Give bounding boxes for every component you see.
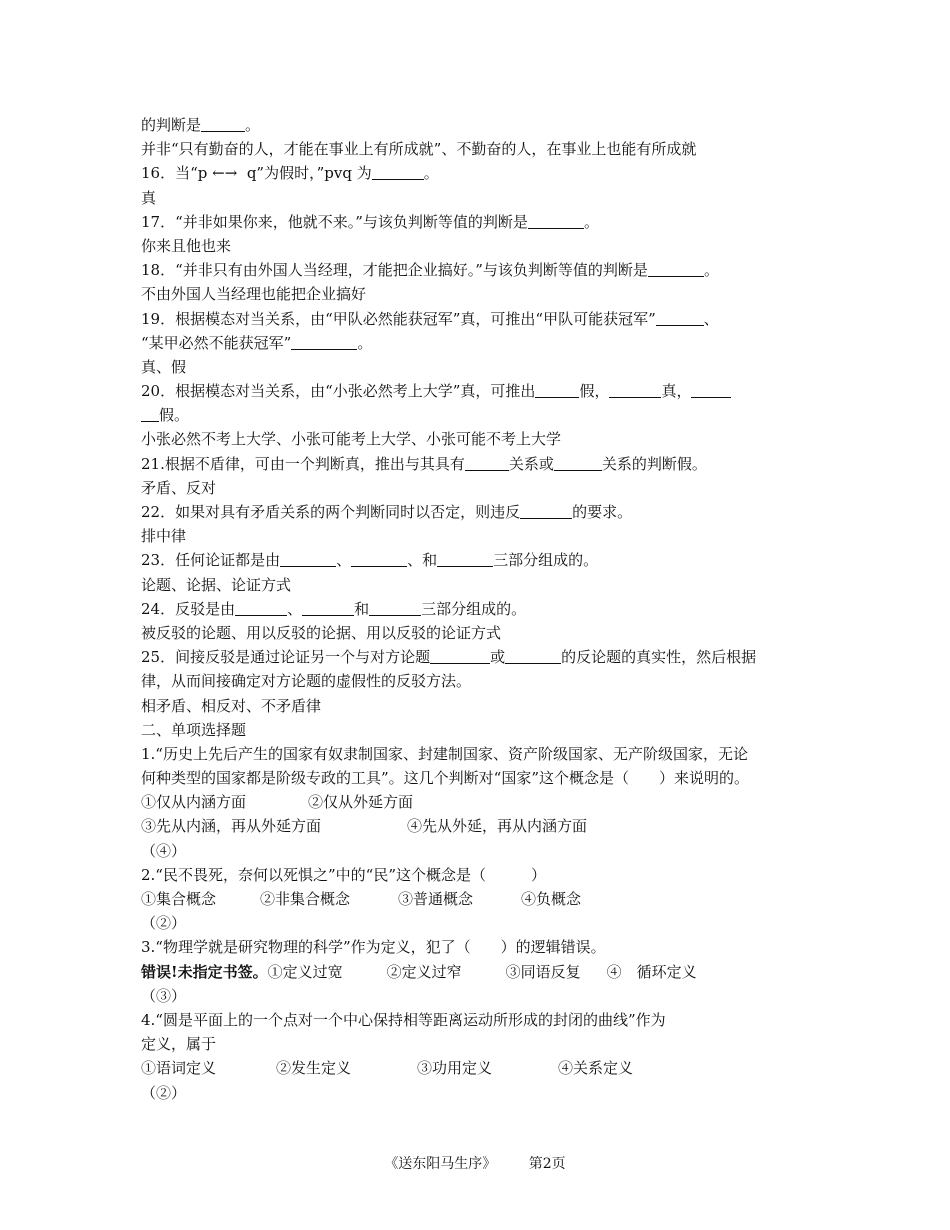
question-18	[141, 258, 821, 282]
option-text: ③同语反复	[505, 962, 581, 981]
option-text: ②仅从外延方面	[308, 793, 414, 812]
line-text: 22．如果对具有矛盾关系的两个判断同时以否定，则违反	[141, 503, 521, 521]
line-text: 。	[583, 212, 599, 231]
line-text: 20．根据模态对当关系，由“小张必然考上大学”真，可推出	[141, 382, 536, 401]
question-16	[141, 161, 821, 185]
option-text: ③普通概念	[398, 890, 474, 908]
question-22	[141, 500, 821, 524]
line-text: 23．任何论证都是由	[141, 551, 281, 570]
answer-blank	[302, 599, 354, 616]
line-text: 关系的判断假。	[601, 454, 707, 473]
line-text: 25．间接反驳是通过论证另一个与对方论题	[141, 648, 431, 667]
question-23	[141, 548, 821, 572]
line-text: 的反论题的真实性，然后根据	[561, 648, 757, 667]
answer-blank	[201, 115, 245, 132]
answer-line: 真	[141, 188, 157, 207]
answer-blank	[554, 454, 602, 471]
option-text: ③功用定义	[417, 1059, 493, 1078]
line-text: 。	[357, 333, 373, 352]
answer-blank	[528, 212, 584, 229]
line-text: 、	[703, 309, 719, 328]
line-text: 17．“并非如果你来，他就不来。”与该负判断等值的判断是	[141, 212, 528, 231]
mc-answer: （③）	[141, 986, 187, 1005]
option-text: ③先从内涵，再从外延方面	[141, 817, 322, 836]
mc-answer: （②）	[141, 1083, 187, 1102]
answer-line: 被反驳的论题、用以反驳的论据、用以反驳的论证方式	[141, 623, 502, 642]
option-text: ②发生定义	[276, 1059, 352, 1078]
line-text: “某甲必然不能获冠军”	[141, 333, 292, 352]
answer-blank	[648, 260, 704, 277]
line-text: 、	[287, 599, 303, 618]
option-text: ①仅从内涵方面	[141, 793, 247, 812]
text-line	[141, 113, 821, 137]
answer-blank	[520, 502, 572, 519]
answer-blank	[351, 550, 407, 567]
option-text: ①集合概念	[141, 890, 217, 908]
answer-blank	[535, 381, 579, 398]
line-text: 16．当“p	[141, 164, 208, 183]
line-text: 。	[423, 164, 439, 183]
answer-blank	[437, 550, 493, 567]
answer-line: 论题、论据、论证方式	[141, 575, 292, 594]
question-21	[141, 452, 821, 476]
option-text: ④负概念	[521, 890, 582, 908]
line-text: 或	[490, 648, 506, 667]
question-17	[141, 210, 821, 234]
answer-blank	[372, 163, 424, 180]
answer-line: 你来且他也来	[141, 236, 232, 255]
line-text: 的要求。	[572, 503, 633, 521]
mc-options	[141, 790, 821, 814]
mc-question-1-cont: 何种类型的国家都是阶级专政的工具”。这几个判断对“国家”这个概念是（ ）来说明的。	[141, 769, 750, 788]
question-24	[141, 597, 821, 621]
line-text: 18．“并非只有由外国人当经理，才能把企业搞好。”与该负判断等值的判断是	[141, 261, 648, 280]
answer-blank	[505, 647, 561, 664]
line-text: q”为假时，”pvq 为	[246, 164, 372, 183]
line-text: 、和	[407, 551, 438, 570]
footer-title: 《送东阳马生序》	[384, 1156, 497, 1172]
option-text: ②非集合概念	[260, 890, 351, 908]
answer-line: 小张必然不考上大学、小张可能考上大学、小张可能不考上大学	[141, 430, 562, 449]
question-25	[141, 645, 821, 669]
answer-line: 不由外国人当经理也能把企业搞好	[141, 285, 367, 304]
line-text: 。	[245, 116, 261, 134]
question-19	[141, 307, 821, 331]
answer-line: 真、假	[141, 357, 187, 376]
answer-blank	[430, 647, 490, 664]
line-text: 19．根据模态对当关系，由“甲队必然能获冠军”真，可推出“甲队可能获冠军”	[141, 309, 656, 328]
answer-blank	[691, 381, 731, 398]
mc-question-2: 2.“民不畏死，奈何以死惧之”中的“民”这个概念是（ ）	[141, 865, 546, 884]
option-text: ④先从外延，再从内涵方面	[407, 817, 588, 836]
page-footer	[0, 1153, 950, 1173]
answer-blank	[291, 333, 357, 350]
line-text: 的判断是	[141, 116, 202, 134]
option-text: ②定义过窄	[386, 962, 462, 981]
line-text: 三部分组成的。	[421, 599, 527, 618]
answer-blank	[280, 550, 336, 567]
answer-line: 相矛盾、相反对、不矛盾律	[141, 696, 322, 715]
line-text: 24．反驳是由	[141, 599, 236, 618]
mc-options	[141, 887, 821, 911]
answer-line: 矛盾、反对	[141, 478, 217, 497]
answer-blank	[369, 599, 421, 616]
mc-question-4: 4.“圆是平面上的一个点对一个中心保持相等距离运动所形成的封闭的曲线”作为	[141, 1010, 666, 1029]
page-number: 第2页	[528, 1156, 566, 1172]
answer-blank	[465, 454, 509, 471]
answer-line: 排中律	[141, 527, 187, 546]
mc-options	[141, 1056, 821, 1080]
document-body	[141, 113, 821, 1105]
mc-options	[141, 814, 821, 838]
question-20	[141, 379, 821, 403]
option-text: ④关系定义	[558, 1059, 634, 1078]
option-text: ④ 循环定义	[606, 962, 697, 981]
mc-answer: （②）	[141, 914, 187, 933]
answer-blank	[141, 405, 159, 422]
question-20-cont	[141, 403, 821, 427]
question-25-cont: 律，从而间接确定对方论题的虚假性的反驳方法。	[141, 672, 472, 691]
section-heading: 二、单项选择题	[141, 720, 247, 739]
option-text: ①语词定义	[141, 1059, 217, 1078]
answer-blank	[235, 599, 287, 616]
line-text: 、	[336, 551, 352, 570]
answer-line: 并非“只有勤奋的人，才能在事业上有所成就”、不勤奋的人，在事业上也能有所成就	[141, 140, 697, 159]
mc-question-4-cont: 定义，属于	[141, 1035, 217, 1054]
error-bookmark-text: 错误!未指定书签。	[141, 962, 268, 981]
line-text: 和	[354, 599, 370, 618]
answer-blank	[609, 381, 661, 398]
question-19-cont	[141, 331, 821, 355]
line-text: 。	[703, 261, 719, 280]
mc-answer: （④）	[141, 841, 187, 860]
line-text: 真，	[661, 382, 692, 401]
line-text: 关系或	[508, 454, 554, 473]
line-text: 21.根据不盾律，可由一个判断真，推出与其具有	[141, 454, 465, 473]
mc-question-3: 3.“物理学就是研究物理的科学”作为定义，犯了（ ）的逻辑错误。	[141, 938, 606, 957]
line-text: 假，	[579, 382, 610, 401]
mc-options	[141, 960, 821, 984]
answer-blank	[656, 309, 704, 326]
line-text: 假。	[159, 406, 190, 425]
mc-question-1: 1.“历史上先后产生的国家有奴隶制国家、封建制国家、资产阶级国家、无产阶级国家，无论	[141, 744, 748, 763]
option-text: ①定义过宽	[267, 962, 343, 981]
line-text: 三部分组成的。	[493, 551, 599, 570]
biconditional-arrow-icon: ←→	[212, 164, 238, 183]
